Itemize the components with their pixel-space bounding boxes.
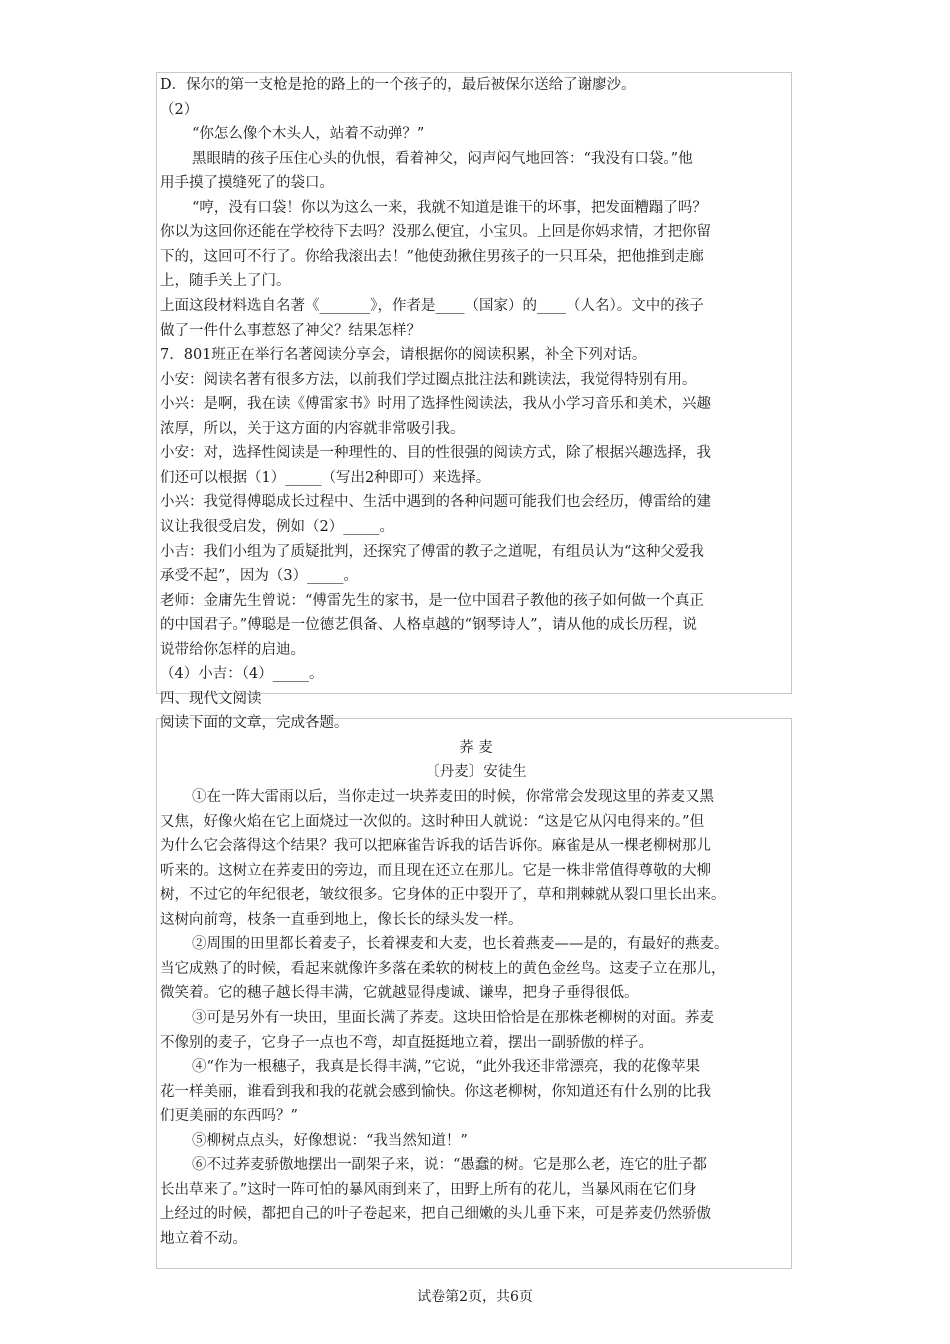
text-line: 们还可以根据（1）_____（写出2种即可）来选择。 [160,469,491,486]
text-line: “你怎么像个木头人，站着不动弹？” [192,126,425,143]
text-line: 花一样美丽，谁看到我和我的花就会感到愉快。你这老柳树，你知道还有什么别的比我 [160,1083,711,1100]
text-line: 微笑着。它的穗子越长得丰满，它就越显得虔诚、谦卑，把身子垂得很低。 [160,985,639,1002]
text-line: 阅读下面的文章，完成各题。 [160,715,349,732]
text-line: 〔丹麦〕安徒生 [425,764,527,781]
text-line: 做了一件什么事惹怒了神父？结果怎样？ [160,322,421,339]
text-line: 用手摸了摸缝死了的袋口。 [160,175,334,192]
text-line: 当它成熟了的时候，看起来就像许多落在柔软的树枝上的黄色金丝鸟。这麦子立在那儿， [160,960,726,977]
text-line: ①在一阵大雷雨以后，当你走过一块荞麦田的时候，你常常会发现这里的荞麦又黑 [192,789,714,805]
text-line: 小安：阅读名著有很多方法，以前我们学过圈点批注法和跳读法，我觉得特别有用。 [160,371,697,388]
text-line: 下的，这回可不行了。你给我滚出去！”他使劲揪住男孩子的一只耳朵，把他推到走廊 [160,248,704,265]
text-line: 四、现代文阅读 [160,690,262,707]
text-line: 你以为这回你还能在学校待下去吗？没那么便宜，小宝贝。上回是你妈求情，才把你留 [160,224,711,241]
text-line: ⑥不过荞麦骄傲地摆出一副架子来，说：“愚蠢的树。它是那么老，连它的肚子都 [192,1157,707,1174]
text-line: 树，不过它的年纪很老，皱纹很多。它身体的正中裂开了，草和荆棘就从裂口里长出来。 [160,887,726,904]
text-line: 为什么它会落得这个结果？我可以把麻雀告诉我的话告诉你。麻雀是从一棵老柳树那儿 [160,838,711,855]
text-line: （2） [160,101,199,118]
text-line: 小兴：是啊，我在读《傅雷家书》时用了选择性阅读法，我从小学习音乐和美术，兴趣 [160,396,711,413]
text-line: ②周围的田里都长着麦子，长着裸麦和大麦，也长着燕麦——是的，有最好的燕麦。 [192,936,729,953]
text-line: ③可是另外有一块田，里面长满了荞麦。这块田恰恰是在那株老柳树的对面。荞麦 [192,1009,714,1026]
text-line: 的中国君子。”傅聪是一位德艺俱备、人格卓越的“钢琴诗人”，请从他的成长历程，说 [160,617,697,634]
text-line: （4）小吉：（4）_____。 [160,666,324,683]
text-line: 7．801班正在举行名著阅读分享会，请根据你的阅读积累，补全下列对话。 [160,347,647,364]
text-line: 上经过的时候，都把自己的叶子卷起来，把自己细嫩的头儿垂下来，可是荞麦仍然骄傲 [160,1206,711,1223]
text-line: 长出草来了。”这时一阵可怕的暴风雨到来了，田野上所有的花儿，当暴风雨在它们身 [160,1181,697,1198]
text-line: 听来的。这树立在荞麦田的旁边，而且现在还立在那儿。它是一株非常值得尊敬的大柳 [160,862,711,879]
text-line: 小兴：我觉得傅聪成长过程中、生活中遇到的各种问题可能我们也会经历，傅雷给的建 [160,494,711,511]
text-line: 荞 麦 [459,739,493,756]
page-footer: 试卷第2页，共6页 [417,1289,533,1305]
text-line: 上面这段材料选自名著《_______》，作者是____（国家）的____（人名）。文中的孩子 [160,298,704,314]
text-line: 说带给你怎样的启迪。 [160,641,305,658]
text-line: 们更美丽的东西吗？” [160,1108,298,1125]
text-line: 承受不起”，因为（3）_____。 [160,568,358,584]
text-line: 上，随手关上了门。 [160,273,291,290]
text-line: 议让我很受启发，例如（2）_____。 [160,518,394,535]
text-line: ④“作为一根穗子，我真是长得丰满，”它说，“此外我还非常漂亮，我的花像苹果 [192,1059,700,1075]
text-line: 地立着不动。 [160,1230,247,1247]
text-line: 老师：金庸先生曾说：“傅雷先生的家书，是一位中国君子教他的孩子如何做一个真正 [160,592,704,609]
text-line: ⑤柳树点点头，好像想说：“我当然知道！” [192,1132,468,1149]
text-line: 小安：对，选择性阅读是一种理性的、目的性很强的阅读方式，除了根据兴趣选择，我 [160,445,711,462]
text-line: 浓厚，所以，关于这方面的内容就非常吸引我。 [160,420,465,437]
text-line: 小吉：我们小组为了质疑批判，还探究了傅雷的教子之道呢，有组员认为“这种父爱我 [160,543,704,560]
text-line: “哼，没有口袋！你以为这么一来，我就不知道是谁干的坏事，把发面糟蹋了吗？ [192,199,707,216]
text-line: 又焦，好像火焰在它上面烧过一次似的。这时种田人就说：“这是它从闪电得来的。”但 [160,813,705,830]
text-line: 不像别的麦子，它身子一点也不弯，却直挺挺地立着，摆出一副骄傲的样子。 [160,1034,653,1051]
text-line: D．保尔的第一支枪是抢的路上的一个孩子的，最后被保尔送给了谢廖沙。 [160,77,636,93]
text-line: 黑眼睛的孩子压住心头的仇恨，看着神父，闷声闷气地回答：“我没有口袋。”他 [192,150,693,167]
text-line: 这树向前弯，枝条一直垂到地上，像长长的绿头发一样。 [160,911,523,928]
